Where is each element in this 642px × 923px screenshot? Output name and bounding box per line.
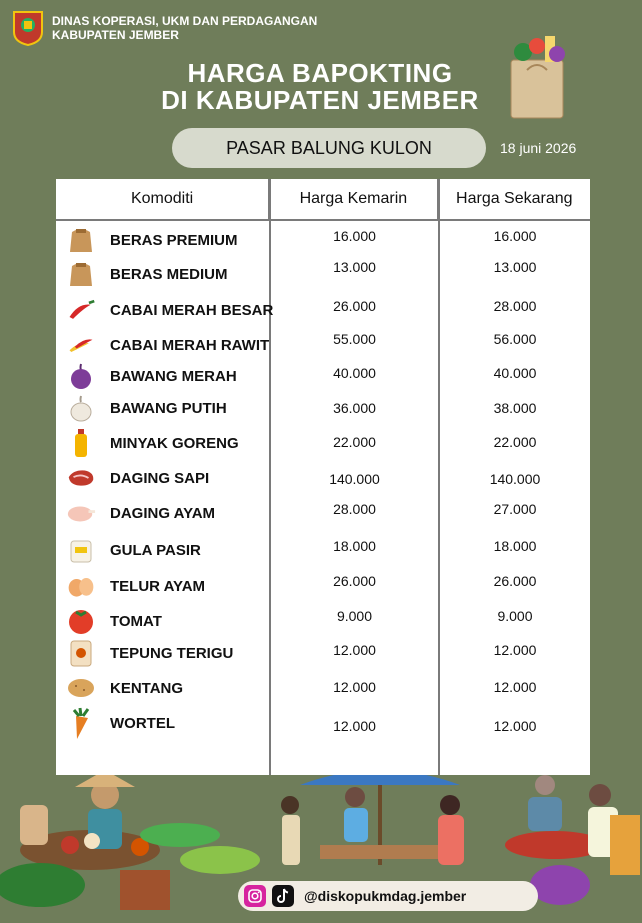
commodity-cell	[56, 359, 269, 393]
price-yesterday: 140.000	[329, 471, 380, 487]
instagram-icon[interactable]	[244, 885, 266, 907]
price-yesterday: 55.000	[333, 331, 376, 347]
price-today: 28.000	[493, 298, 537, 314]
rice-sack-icon	[66, 259, 96, 289]
garlic-icon	[66, 393, 96, 423]
header-harga-kemarin: Harga Kemarin	[268, 179, 436, 219]
price-today: 27.000	[493, 501, 537, 517]
price-today: 9.000	[497, 608, 533, 624]
potato-icon	[66, 673, 96, 703]
commodity-cell	[56, 706, 269, 740]
title-line1: HARGA BAPOKTING	[187, 58, 453, 88]
price-today: 26.000	[493, 573, 537, 589]
commodity-name: TOMAT	[110, 612, 162, 630]
price-today: 12.000	[493, 679, 537, 695]
commodity-cell	[56, 328, 269, 362]
price-yesterday: 26.000	[333, 298, 376, 314]
price-today: 16.000	[493, 228, 537, 244]
commodity-cell	[56, 604, 269, 638]
commodity-name: CABAI MERAH BESAR	[110, 301, 274, 319]
carrot-icon	[66, 708, 96, 738]
commodity-name: DAGING AYAM	[110, 504, 216, 522]
org-header	[12, 10, 317, 46]
commodity-cell	[56, 533, 269, 567]
commodity-cell	[56, 496, 269, 530]
commodity-name: GULA PASIR	[110, 541, 201, 559]
price-yesterday: 36.000	[333, 400, 376, 416]
price-today: 22.000	[493, 434, 537, 450]
table-row	[56, 714, 590, 748]
price-yesterday: 12.000	[333, 718, 376, 734]
price-today: 13.000	[493, 259, 537, 275]
commodity-name: BAWANG MERAH	[110, 367, 237, 385]
price-today: 140.000	[489, 471, 541, 487]
commodity-cell	[56, 569, 269, 603]
commodity-cell	[56, 293, 274, 327]
report-date: 18 juni 2026	[500, 140, 577, 156]
commodity-name: DAGING SAPI	[110, 469, 210, 487]
jember-regency-logo	[12, 10, 44, 46]
price-yesterday: 9.000	[336, 608, 373, 624]
header-harga-sekarang: Harga Sekarang	[437, 179, 590, 219]
price-yesterday: 12.000	[333, 679, 376, 695]
price-today: 12.000	[493, 642, 537, 658]
price-table	[56, 179, 590, 775]
price-yesterday: 26.000	[333, 573, 376, 589]
price-today: 40.000	[493, 365, 537, 381]
social-media-bar	[238, 881, 538, 911]
commodity-name: BERAS MEDIUM	[110, 265, 228, 283]
commodity-cell	[56, 223, 269, 257]
commodity-name: BERAS PREMIUM	[110, 231, 238, 249]
egg-icon	[66, 571, 96, 601]
commodity-name: MINYAK GORENG	[110, 434, 239, 452]
commodity-name: BAWANG PUTIH	[110, 399, 227, 417]
rice-sack-icon	[66, 225, 96, 255]
price-today: 56.000	[493, 331, 537, 347]
red-chili-icon	[66, 295, 96, 325]
org-name-line2: KABUPATEN JEMBER	[52, 28, 179, 42]
commodity-cell	[56, 461, 269, 495]
cooking-oil-icon	[66, 428, 96, 458]
tiktok-icon[interactable]	[272, 885, 294, 907]
price-today: 38.000	[493, 400, 537, 416]
bird-chili-icon	[66, 330, 96, 360]
commodity-cell	[56, 426, 269, 460]
commodity-name: CABAI MERAH RAWIT	[110, 336, 270, 354]
page-title	[150, 60, 490, 114]
commodity-cell	[56, 391, 269, 425]
title-line2: DI KABUPATEN JEMBER	[161, 85, 479, 115]
price-yesterday: 18.000	[333, 538, 376, 554]
price-yesterday: 28.000	[333, 501, 376, 517]
org-name-line1: DINAS KOPERASI, UKM DAN PERDAGANGAN	[52, 14, 318, 28]
header-komoditi: Komoditi	[130, 190, 194, 207]
commodity-cell	[56, 257, 269, 291]
commodity-cell	[56, 671, 269, 705]
commodity-name: TELUR AYAM	[110, 577, 206, 595]
table-header	[56, 179, 590, 221]
commodity-name: WORTEL	[110, 714, 175, 732]
commodity-cell	[56, 636, 269, 670]
price-yesterday: 22.000	[333, 434, 376, 450]
market-name-badge: PASAR BALUNG KULON	[172, 128, 486, 168]
price-yesterday: 13.000	[333, 259, 376, 275]
chicken-meat-icon	[66, 498, 96, 528]
grocery-bag-icon	[497, 30, 577, 120]
price-yesterday: 12.000	[333, 642, 376, 658]
flour-icon	[66, 638, 96, 668]
tomato-icon	[66, 606, 96, 636]
social-handle[interactable]: @diskopukmdag.jember	[304, 888, 467, 904]
beef-icon	[66, 463, 96, 493]
sugar-icon	[66, 535, 96, 565]
commodity-name: TEPUNG TERIGU	[110, 644, 234, 662]
price-yesterday: 40.000	[333, 365, 376, 381]
price-yesterday: 16.000	[333, 228, 376, 244]
shallot-icon	[66, 361, 96, 391]
price-today: 18.000	[493, 538, 537, 554]
price-today: 12.000	[493, 718, 537, 734]
commodity-name: KENTANG	[110, 679, 184, 697]
